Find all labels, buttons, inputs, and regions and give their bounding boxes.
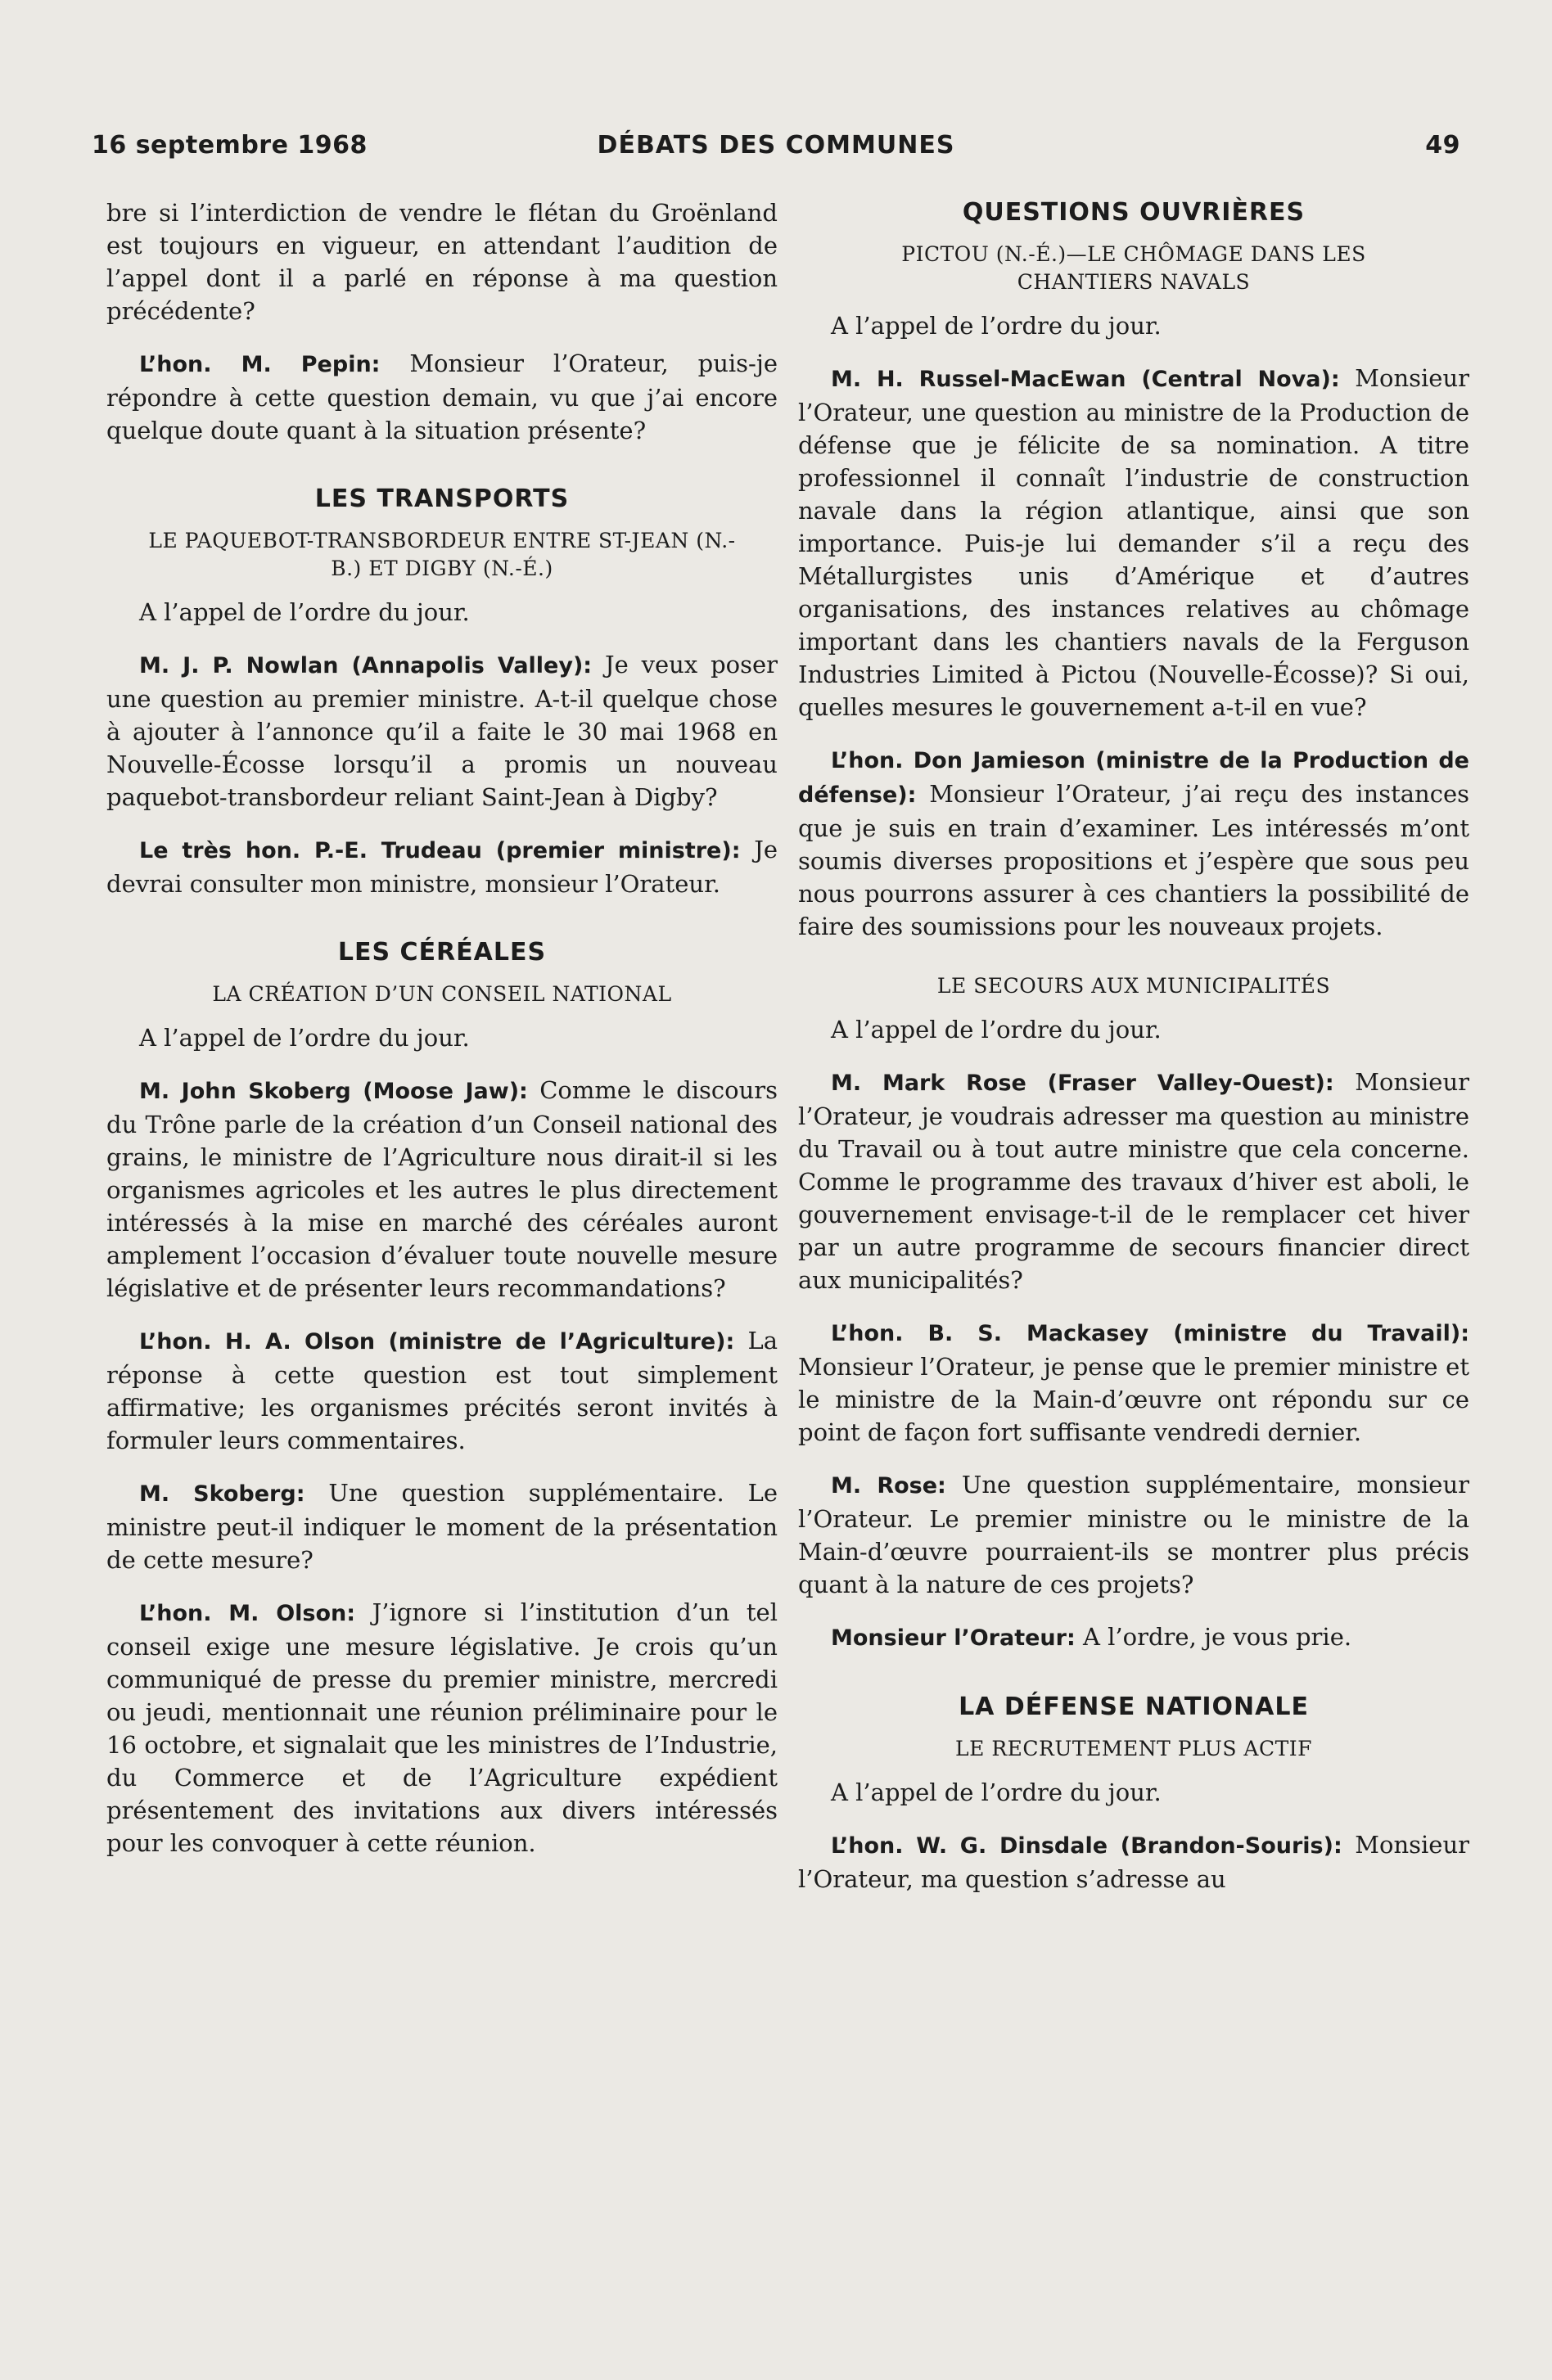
left-column (106, 196, 778, 1879)
speech-text: Monsieur l’Orateur, je voudrais adresser ma question au ministre du Travail ou à tout autre ministre que cela concerne. Comme le programme des travaux d’hiver est aboli, le gouvernement envisage-t-il de le remplacer cet hiver par un autre programme de secours financier direct aux municipalités? (798, 1068, 1469, 1294)
order-of-day: A l’appel de l’ordre du jour. (831, 1016, 1162, 1044)
page-number: 49 (1425, 131, 1460, 160)
paragraph (798, 1468, 1469, 1601)
section-heading: LES CÉRÉALES (337, 938, 547, 967)
paragraph (106, 1476, 778, 1576)
speech-text: Je devrai consulter mon ministre, monsieur l’Orateur. (106, 836, 778, 898)
section-heading: LA DÉFENSE NATIONALE (959, 1693, 1309, 1721)
paragraph (106, 1324, 778, 1457)
speech-text: Comme le discours du Trône parle de la création d’un Conseil national des grains, le ministre de l’Agriculture nous dirait-il si les organismes agricoles et les autres le plus directement intéressés à la mise en marché des céréales auront amplement l’occasion d’évaluer toute nouvelle mesure législative et de présenter leurs recommandations? (106, 1076, 778, 1302)
right-column (798, 196, 1469, 1915)
paragraph (798, 743, 1469, 943)
order-of-day: A l’appel de l’ordre du jour. (139, 598, 470, 626)
speech-text: Monsieur l’Orateur, j’ai reçu des instances que je suis en train d’examiner. Les intéressés m’ont soumis diverses propositions et j’espère que sous peu nous pourrons assurer à ces chantiers la possibilité de faire des soumissions pour les nouveaux projets. (798, 780, 1469, 940)
speaker-name: L’hon. W. G. Dinsdale (Brandon-Souris): (831, 1833, 1342, 1859)
speech-text: Monsieur l’Orateur, puis-je répondre à cette question demain, vu que j’ai encore quelque doute quant à la situation présente? (106, 349, 778, 444)
header-date: 16 septembre 1968 (92, 131, 368, 160)
speaker-name: M. Skoberg: (139, 1481, 305, 1507)
order-of-day: A l’appel de l’ordre du jour. (831, 1778, 1162, 1806)
speaker-name: Le très hon. P.-E. Trudeau (premier ministre): (139, 838, 741, 863)
paragraph (798, 1316, 1469, 1449)
page-header (92, 131, 1460, 172)
paragraph (106, 1074, 778, 1305)
speech-text: Monsieur l’Orateur, ma question s’adresse au (798, 1831, 1469, 1893)
paragraph (798, 1620, 1469, 1655)
paragraph (798, 1066, 1469, 1296)
speaker-name: L’hon. Don Jamieson (ministre de la Production de défense): (798, 748, 1469, 808)
header-title: DÉBATS DES COMMUNES (597, 131, 955, 160)
speech-text: Une question supplémentaire. Le ministre peut-il indiquer le moment de la présentation de cette mesure? (106, 1479, 778, 1574)
subsection-heading: LE RECRUTEMENT PLUS ACTIF (955, 1737, 1312, 1760)
paragraph (798, 362, 1469, 723)
paragraph (106, 833, 778, 900)
speech-text: J’ignore si l’institution d’un tel conseil exige une mesure législative. Je crois qu’un communiqué de presse du premier ministre, mercredi ou jeudi, mentionnait une réunion préliminaire pour le 16 octobre, et signalait que les ministres de l’Industrie, du Commerce et de l’Agriculture expédient présentement des invitations aux divers intéressés pour les convoquer à cette réunion. (106, 1598, 778, 1857)
subsection-heading: LE SECOURS AUX MUNICIPALITÉS (936, 974, 1331, 998)
speaker-name: Monsieur l’Orateur: (831, 1625, 1076, 1651)
section-heading: QUESTIONS OUVRIÈRES (962, 198, 1306, 227)
paragraph: bre si l’interdiction de vendre le flétan du Groënland est toujours en vigueur, en attendant l’audition de l’appel dont il a parlé en réponse à ma question précédente? (106, 199, 778, 325)
paragraph (106, 648, 778, 814)
speaker-name: L’hon. H. A. Olson (ministre de l’Agriculture): (139, 1329, 735, 1355)
speaker-name: L’hon. M. Olson: (139, 1601, 356, 1626)
paragraph (106, 1596, 778, 1859)
speaker-name: M. Rose: (831, 1473, 946, 1499)
speech-text: A l’ordre, je vous prie. (1075, 1623, 1352, 1651)
order-of-day: A l’appel de l’ordre du jour. (831, 312, 1162, 340)
speaker-name: L’hon. B. S. Mackasey (ministre du Travail): (831, 1321, 1469, 1346)
section-heading: LES TRANSPORTS (314, 485, 570, 513)
speaker-name: M. H. Russel-MacEwan (Central Nova): (831, 367, 1340, 392)
subsection-heading: PICTOU (N.-É.)—LE CHÔMAGE DANS LES CHANTIERS NAVALS (901, 242, 1366, 294)
speech-text: Monsieur l’Orateur, une question au ministre de la Production de défense que je félicite de sa nomination. A titre professionnel il connaît l’industrie de construction navale dans la région atlantique, ainsi que son importance. Puis-je lui demander s’il a reçu des Métallurgistes unis d’Amérique et d’autres organisations, des instances relatives au chômage important dans les chantiers navals de la Ferguson Industries Limited à Pictou (Nouvelle-Écosse)? Si oui, quelles mesures le gouvernement a-t-il en vue? (798, 364, 1469, 721)
speaker-name: M. Mark Rose (Fraser Valley-Ouest): (831, 1071, 1334, 1096)
speech-text: La réponse à cette question est tout simplement affirmative; les organismes précités seront invités à formuler leurs commentaires. (106, 1327, 778, 1454)
speech-text: Une question supplémentaire, monsieur l’Orateur. Le premier ministre ou le ministre de la Main-d’œuvre pourraient-ils se montrer plus précis quant à la nature de ces projets? (798, 1471, 1469, 1598)
speaker-name: M. J. P. Nowlan (Annapolis Valley): (139, 653, 593, 678)
subsection-heading: LE PAQUEBOT-TRANSBORDEUR ENTRE ST-JEAN (N.-B.) ET DIGBY (N.-É.) (148, 529, 736, 580)
speaker-name: L’hon. M. Pepin: (139, 352, 381, 377)
subsection-heading: LA CRÉATION D’UN CONSEIL NATIONAL (212, 982, 672, 1006)
order-of-day: A l’appel de l’ordre du jour. (139, 1024, 470, 1052)
speaker-name: M. John Skoberg (Moose Jaw): (139, 1079, 528, 1104)
speech-text: Je veux poser une question au premier ministre. A-t-il quelque chose à ajouter à l’annonce qu’il a faite le 30 mai 1968 en Nouvelle-Écosse lorsqu’il a promis un nouveau paquebot-transbordeur reliant Saint-Jean à Digby? (106, 651, 778, 811)
speech-text: Monsieur l’Orateur, je pense que le premier ministre et le ministre de la Main-d’œuvre ont répondu sur ce point de façon fort suffisante vendredi dernier. (798, 1353, 1469, 1446)
paragraph (106, 347, 778, 447)
paragraph (798, 1828, 1469, 1895)
